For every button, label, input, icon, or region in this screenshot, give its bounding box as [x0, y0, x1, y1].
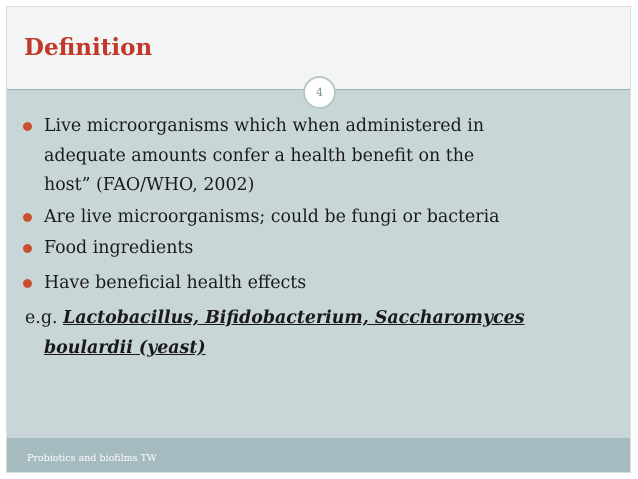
example-line-1: [25, 307, 605, 329]
bullet-1-line-2: adequate amounts confer a health benefit on the: [44, 146, 475, 166]
bullet-1-line-1: Live microorganisms which when administered in: [44, 116, 485, 136]
example-prefix: e.g.: [25, 308, 64, 328]
bullet-2-line-1: Are live microorganisms; could be fungi or bacteria: [44, 207, 500, 227]
example-line-2: [44, 337, 624, 359]
bullet-4-line-1: Have beneficial health effects: [44, 273, 307, 293]
example-organisms-continued: boulardii (yeast): [44, 338, 206, 358]
footer-text: Probiotics and biofilms TW: [27, 453, 157, 464]
slide-title: Definition: [24, 34, 153, 61]
bullet-3-line-1: Food ingredients: [44, 238, 194, 258]
example-organisms: Lactobacillus, Bifidobacterium, Saccharomyces: [63, 308, 525, 328]
bullet-dot-icon: [23, 213, 32, 222]
bullet-dot-icon: [23, 122, 32, 131]
bullet-dot-icon: [23, 244, 32, 253]
bullet-1-line-3: host” (FAO/WHO, 2002): [44, 175, 255, 195]
page-number: 4: [303, 76, 336, 109]
bullet-dot-icon: [23, 279, 32, 288]
